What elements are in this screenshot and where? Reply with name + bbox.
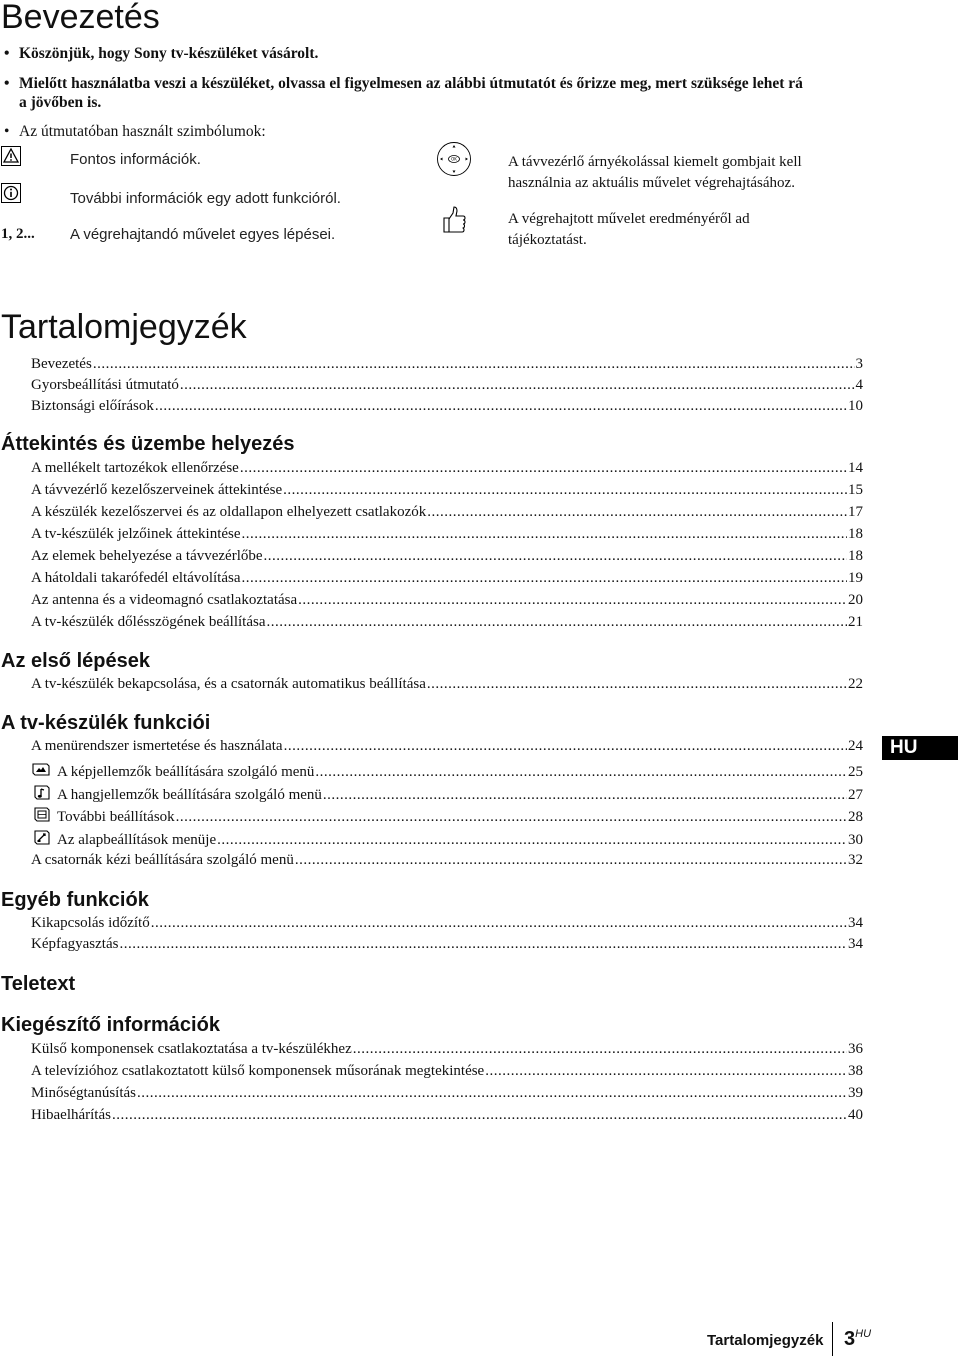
picture-menu-icon [31, 761, 51, 779]
toc-section-title: Áttekintés és üzembe helyezés [1, 433, 295, 455]
footer-page-number: 3$^{HU}$ [844, 1328, 872, 1350]
toc-entry[interactable]: A hangjellemzők beállítására szolgáló menü ..... 27 [31, 784, 863, 804]
toc-entry[interactable]: A menürendszer ismertetése és használata ..... 24 [31, 738, 863, 758]
toc-entry[interactable]: Hibaelhárítás ..... 40 [31, 1107, 863, 1127]
symbol-steps-text: A végrehajtandó művelet egyes lépései. [70, 226, 336, 243]
toc-entry[interactable]: A televízióhoz csatlakoztatott külső komponensek műsorának megtekintése ..... 38 [31, 1063, 863, 1083]
bullet-symbols: • Az útmutatóban használt szimbólumok: [4, 123, 266, 140]
svg-text:OK: OK [451, 156, 457, 162]
toc-entry[interactable]: A mellékelt tartozékok ellenőrzése ..... 14 [31, 460, 863, 480]
toc-entry[interactable]: A képjellemzők beállítására szolgáló menü ..... 25 [31, 761, 863, 781]
toc-section-title: Az első lépések [1, 650, 150, 672]
info-icon [1, 183, 21, 203]
steps-marker: 1, 2... [1, 226, 35, 242]
symbol-remote-text: A távvezérlő árnyékolással kiemelt gombjait kell használnia az aktuális művelet végrehajtásához. [508, 154, 802, 191]
toc-entry[interactable]: A tv-készülék bekapcsolása, és a csatornák automatikus beállítása ..... 22 [31, 676, 863, 696]
warning-icon [1, 146, 21, 166]
footer-title: Tartalomjegyzék [707, 1332, 824, 1349]
toc-entry[interactable]: A készülék kezelőszervei és az oldallapon elhelyezett csatlakozók ..... 17 [31, 504, 863, 524]
bullet-read-manual-cont: a jövőben is. [19, 94, 102, 111]
toc-title: Tartalomjegyzék [1, 308, 247, 346]
bullet-thanks: • Köszönjük, hogy Sony tv-készüléket vásárolt. [4, 45, 319, 62]
settings-menu-icon [31, 806, 51, 824]
page-title: Bevezetés [1, 0, 160, 36]
toc-entry[interactable]: Képfagyasztás ..... 34 [31, 936, 863, 956]
bullet-read-manual: • Mielőtt használatba veszi a készüléket, olvassa el figyelmesen az alábbi útmutatót és őrizze meg, mert szüksége lehet rá [4, 75, 803, 92]
toc-entry[interactable]: Minőségtanúsítás ..... 39 [31, 1085, 863, 1105]
symbol-important-text: Fontos információk. [70, 151, 201, 168]
toc-section-title: Kiegészítő információk [1, 1014, 220, 1036]
toc-entry[interactable]: Bevezetés ..... 3 [31, 356, 863, 376]
remote-dpad-icon [436, 141, 472, 177]
setup-menu-icon [31, 829, 51, 847]
toc-entry[interactable]: Gyorsbeállítási útmutató ..... 4 [31, 377, 863, 397]
toc-entry[interactable]: Biztonsági előírások ..... 10 [31, 398, 863, 418]
toc-entry[interactable]: Az elemek behelyezése a távvezérlőbe ..... 18 [31, 548, 863, 568]
symbol-info-text: További információk egy adott funkcióról. [70, 190, 341, 207]
toc-entry[interactable]: Külső komponensek csatlakoztatása a tv-készülékhez ..... 36 [31, 1041, 863, 1061]
symbol-result-text: A végrehajtott művelet eredményéről ad tájékoztatást. [508, 211, 750, 248]
toc-entry[interactable]: Az antenna és a videomagnó csatlakoztatása ..... 20 [31, 592, 863, 612]
toc-section-title: A tv-készülék funkciói [1, 712, 211, 734]
toc-entry[interactable]: A távvezérlő kezelőszerveinek áttekintése ..... 15 [31, 482, 863, 502]
language-tab: HU [882, 736, 958, 760]
toc-entry[interactable]: Kikapcsolás időzítő ..... 34 [31, 915, 863, 935]
toc-entry[interactable]: A hátoldali takarófedél eltávolítása ..... 19 [31, 570, 863, 590]
footer-divider [832, 1322, 833, 1356]
toc-section-title: Egyéb funkciók [1, 889, 149, 911]
toc-entry[interactable]: A csatornák kézi beállítására szolgáló menü ..... 32 [31, 852, 863, 872]
thumbs-up-icon [441, 205, 467, 235]
sound-menu-icon [31, 784, 51, 802]
toc-entry[interactable]: Az alapbeállítások menüje ..... 30 [31, 829, 863, 849]
toc-section-title: Teletext [1, 973, 76, 995]
toc-entry[interactable]: A tv-készülék dőlésszögének beállítása ..... 21 [31, 614, 863, 634]
toc-entry[interactable]: A tv-készülék jelzőinek áttekintése ..... 18 [31, 526, 863, 546]
toc-entry[interactable]: További beállítások ..... 28 [31, 806, 863, 826]
